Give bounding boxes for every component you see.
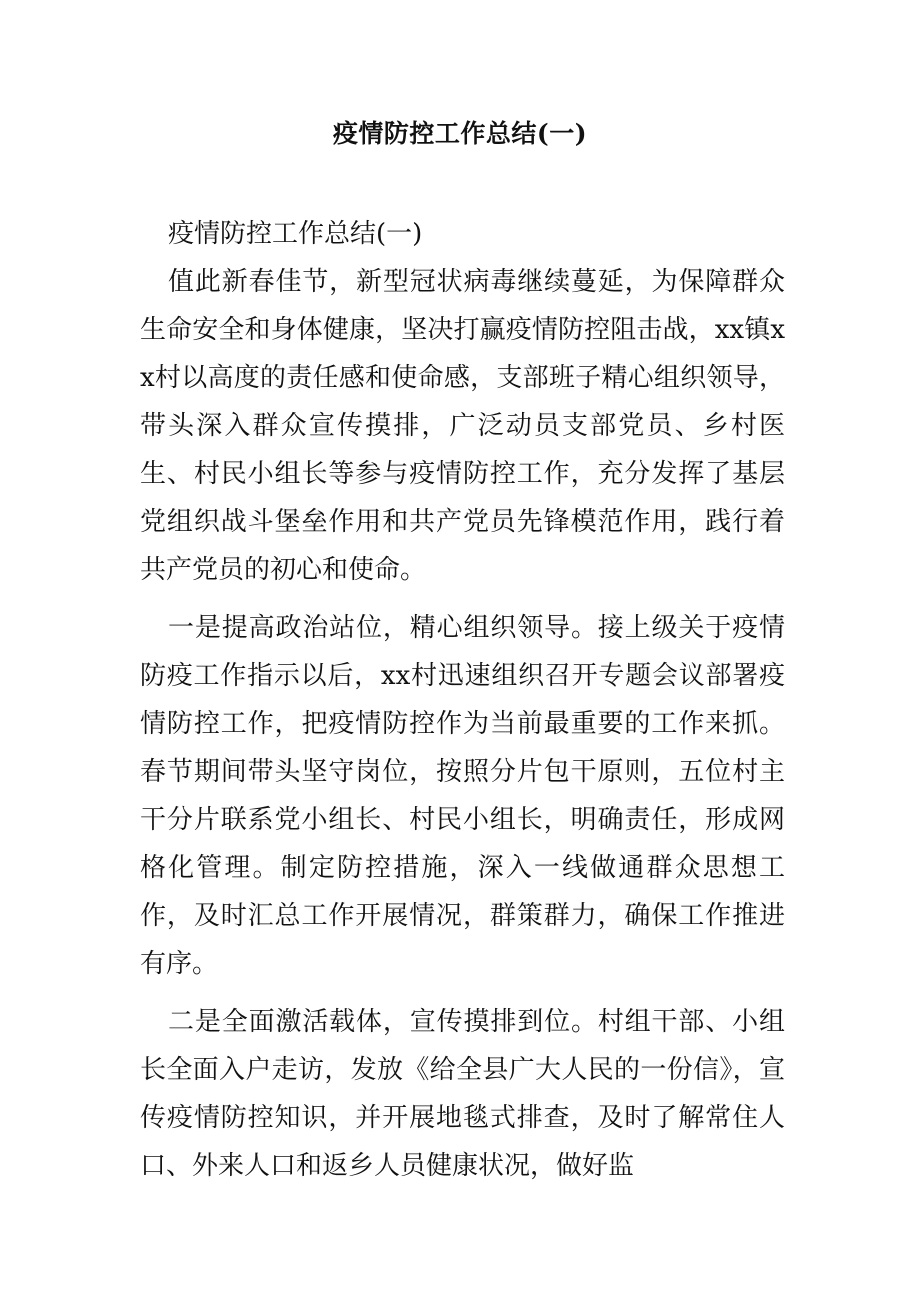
document-body: [140, 210, 785, 1190]
paragraph-subtitle: 疫情防控工作总结(一): [168, 219, 423, 249]
paragraph-point-one: 一是提高政治站位，精心组织领导。接上级关于疫情防疫工作指示以后，xx村迅速组织召开专题会议部署疫情防控工作，把疫情防控作为当前最重要的工作来抓。春节期间带头坚守岗位，按照分片包干原则，五位村主干分片联系党小组长、村民小组长，明确责任，形成网格化管理。制定防控措施，深入一线做通群众思想工作，及时汇总工作开展情况，群策群力，确保工作推进有序。: [140, 613, 785, 979]
paragraph-point-two: 二是全面激活载体，宣传摸排到位。村组干部、小组长全面入户走访，发放《给全县广大人民的一份信》，宣传疫情防控知识，并开展地毯式排查，及时了解常住人口、外来人口和返乡人员健康状况，做好监: [140, 1007, 785, 1181]
paragraph-intro: 值此新春佳节，新型冠状病毒继续蔓延，为保障群众生命安全和身体健康，坚决打赢疫情防控阻击战，xx镇xx村以高度的责任感和使命感，支部班子精心组织领导，带头深入群众宣传摸排，广泛动员支部党员、乡村医生、村民小组长等参与疫情防控工作，充分发挥了基层党组织战斗堡垒作用和共产党员先锋模范作用，践行着共产党员的初心和使命。: [140, 267, 785, 585]
document-title: 疫情防控工作总结(一): [332, 119, 588, 148]
